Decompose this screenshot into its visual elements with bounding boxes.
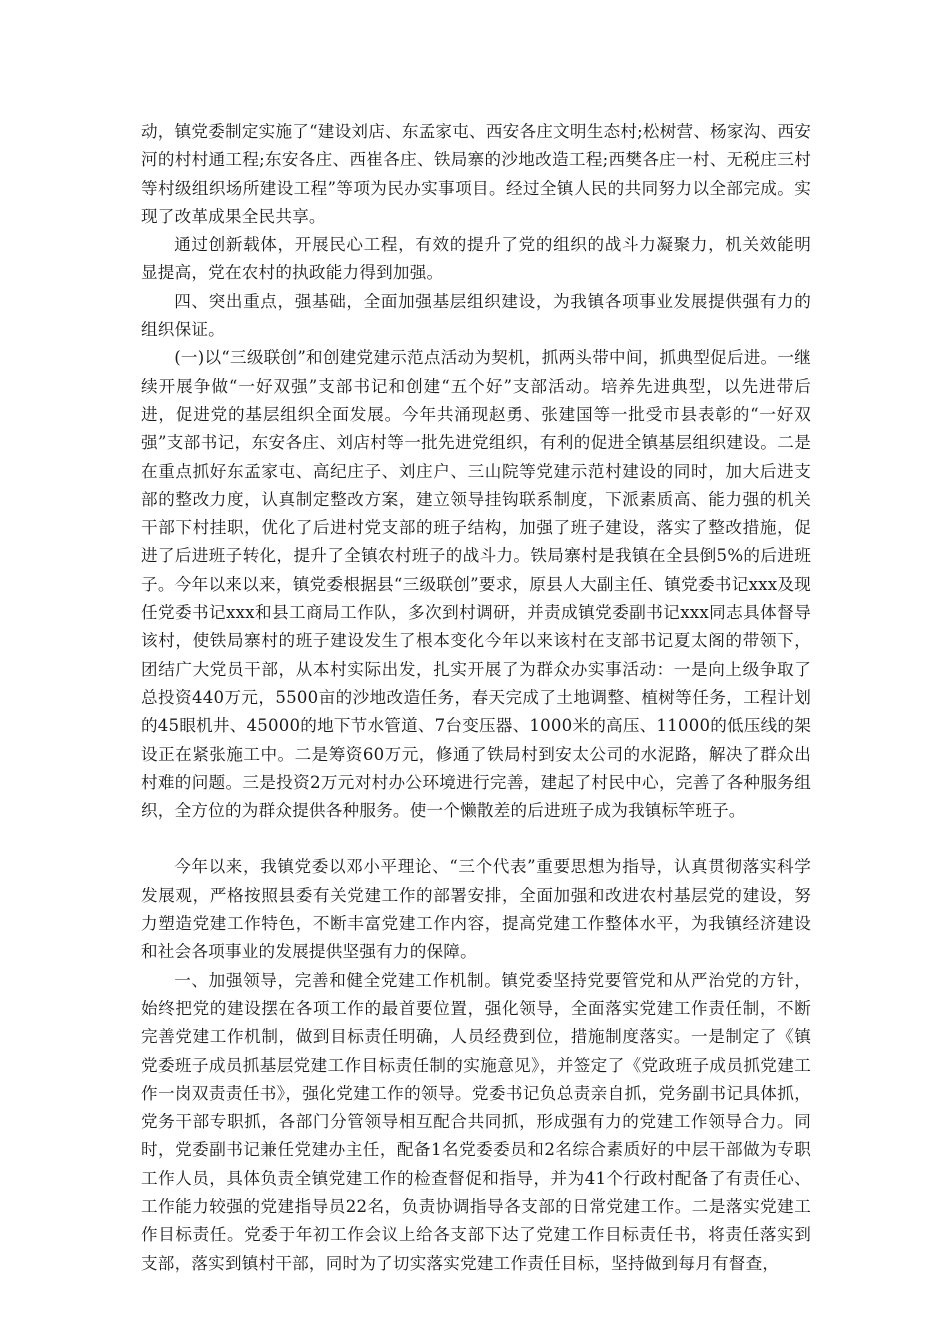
section-gap [141,825,811,853]
paragraph-intro-this-year: 今年以来，我镇党委以邓小平理论、“三个代表”重要思想为指导，认真贯彻落实科学发展观，严格按照县委有关党建工作的部署安排，全面加强和改进农村基层党的建设，努力塑造党建工作特色，不断丰富党建工作内容，提高党建工作整体水平，为我镇经济建设和社会各项事业的发展提供坚强有力的保障。 [141,857,811,962]
paragraph-three-level-creation: (一)以“三级联创”和创建党建示范点活动为契机，抓两头带中间，抓典型促后进。一继续开展争做“一好双强”支部书记和创建“五个好”支部活动。培养先进典型，以先进带后进，促进党的基层组织全面发展。今年共涌现赵勇、张建国等一批受市县表彰的“一好双强”支部书记，东安各庄、刘店村等一批先进党组织，有利的促进全镇基层组织建设。二是在重点抓好东孟家屯、高纪庄子、刘庄户、三山院等党建示范村建设的同时，加大后进支部的整改力度，认真制定整改方案，建立领导挂钩联系制度，下派素质高、能力强的机关干部下村挂职，优化了后进村党支部的班子结构，加强了班子建设，落实了整改措施，促进了后进班子转化，提升了全镇农村班子的战斗力。铁局寨村是我镇在全县倒5%的后进班子。今年以来以来，镇党委根据县“三级联创”要求，原县人大副主任、镇党委书记xxx及现任党委书记xxx和县工商局工作队，多次到村调研，并责成镇党委副书记xxx同志具体督导该村，使铁局寨村的班子建设发生了根本变化今年以来该村在支部书记夏太阁的带领下，团结广大党员干部，从本村实际出发，扎实开展了为群众办实事活动：一是向上级争取了总投资440万元，5500亩的沙地改造任务，春天完成了土地调整、植树等任务，工程计划的45眼机井、45000的地下节水管道、7台变压器、1000米的高压、11000的低压线的架设正在紧张施工中。二是筹资60万元，修通了铁局村到安太公司的水泥路，解决了群众出村难的问题。三是投资2万元对村办公环境进行完善，建起了村民中心，完善了各种服务组织，全方位的为群众提供各种服务。使一个懒散差的后进班子成为我镇标竿班子。 [141,348,811,821]
paragraph-section-four-heading: 四、突出重点，强基础，全面加强基层组织建设，为我镇各项事业发展提供强有力的组织保证。 [141,291,811,340]
paragraph-continuation: 动，镇党委制定实施了“建设刘店、东孟家屯、西安各庄文明生态村;松树营、杨家沟、西安河的村村通工程;东安各庄、西崔各庄、铁局寨的沙地改造工程;西樊各庄一村、无税庄三村等村级组织场所建设工程”等项为民办实事项目。经过全镇人民的共同努力以全部完成。实现了改革成果全民共享。 [141,122,811,226]
document-page [141,118,811,1278]
paragraph-section-one-leadership: 一、加强领导，完善和健全党建工作机制。镇党委坚持党要管党和从严治党的方针，始终把党的建设摆在各项工作的最首要位置，强化领导，全面落实党建工作责任制，不断完善党建工作机制，做到目标责任明确，人员经费到位，措施制度落实。一是制定了《镇党委班子成员抓基层党建工作目标责任制的实施意见》，并签定了《党政班子成员抓党建工作一岗双责责任书》，强化党建工作的领导。党委书记负总责亲自抓，党务副书记具体抓，党务干部专职抓，各部门分管领导相互配合共同抓，形成强有力的党建工作领导合力。同时，党委副书记兼任党建办主任，配备1名党委委员和2名综合素质好的中层干部做为专职工作人员，具体负责全镇党建工作的检查督促和指导，并为41个行政村配备了有责任心、工作能力较强的党建指导员22名，负责协调指导各支部的日常党建工作。二是落实党建工作目标责任。党委于年初工作会议上给各支部下达了党建工作目标责任书，将责任落实到支部，落实到镇村干部，同时为了切实落实党建工作责任目标，坚持做到每月有督查， [141,970,811,1273]
paragraph-innovation-summary: 通过创新载体，开展民心工程，有效的提升了党的组织的战斗力凝聚力，机关效能明显提高，党在农村的执政能力得到加强。 [141,235,811,283]
